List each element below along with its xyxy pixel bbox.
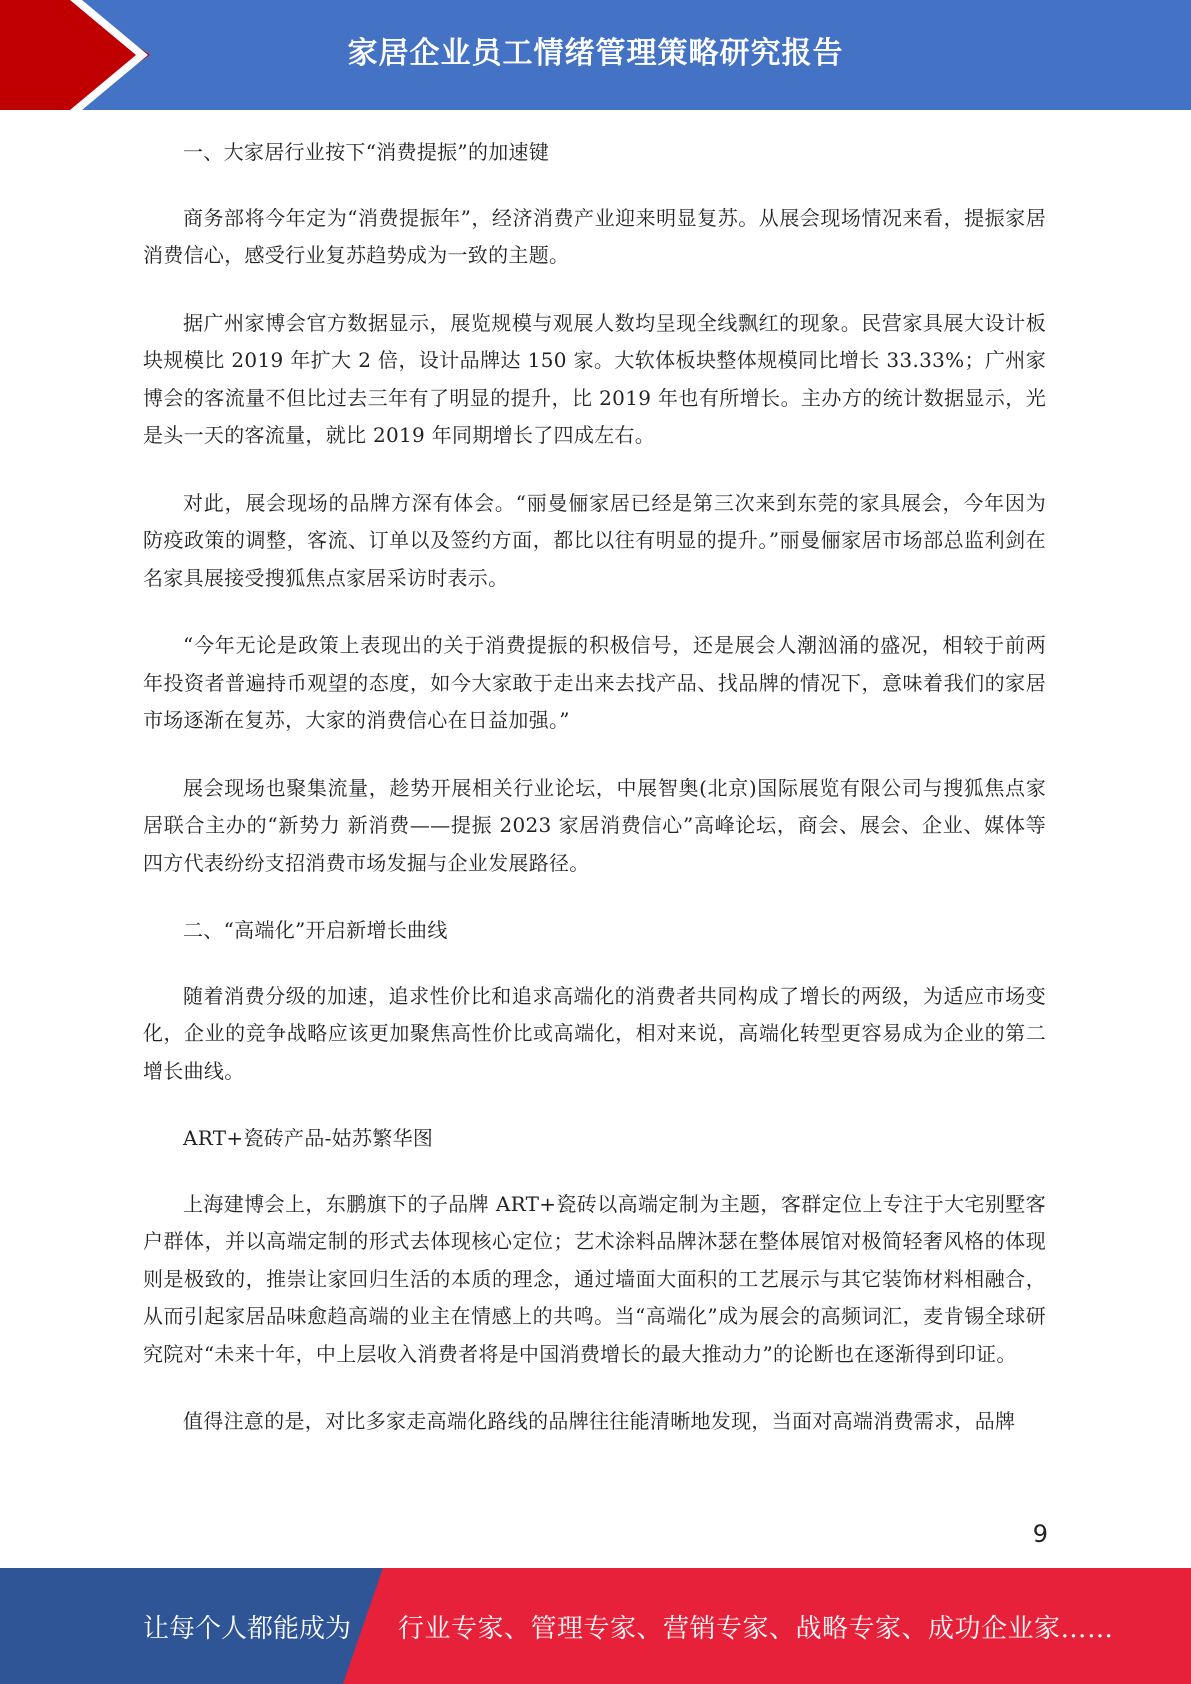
paragraph: 对此，展会现场的品牌方深有体会。“丽曼俪家居已经是第三次来到东莞的家具展会，今年因为防疫政策的调整，客流、订单以及签约方面，都比以往有明显的提升。”丽曼俪家居市场部总监利剑在名家具展接受搜狐焦点家居采访时表示。 [143,490,1046,590]
quote-paragraph: “今年无论是政策上表现出的关于消费提振的积极信号，还是展会人潮汹涌的盛况，相较于前两年投资者普遍持币观望的态度，如今大家敢于走出来去找产品、找品牌的情况下，意味着我们的家居市场逐渐在复苏，大家的消费信心在日益加强。” [143,633,1046,732]
paragraph: 随着消费分级的加速，追求性价比和追求高端化的消费者共同构成了增长的两级，为适应市场变化，企业的竞争战略应该更加聚焦高性价比或高端化，相对来说，高端化转型更容易成为企业的第二增长曲线。 [143,983,1046,1083]
page-footer [0,1568,1191,1684]
document-title: 家居企业员工情绪管理策略研究报告 [347,36,844,71]
page-header [0,0,1191,110]
paragraph: 展会现场也聚集流量，趁势开展相关行业论坛，中展智奥(北京)国际展览有限公司与搜狐焦点家居联合主办的“新势力 新消费——提振 2023 家居消费信心”高峰论坛，商会、展会、企业、媒体等四方代表纷纷支招消费市场发掘与企业发展路径。 [143,775,1046,875]
paragraph: 值得注意的是，对比多家走高端化路线的品牌往往能清晰地发现，当面对高端消费需求，品牌 [183,1409,1016,1433]
footer-slogan-right: 行业专家、管理专家、营销专家、战略专家、成功企业家…… [398,1613,1114,1644]
section-heading-1: 一、大家居行业按下“消费提振”的加速键 [183,140,550,164]
paragraph: 上海建博会上，东鹏旗下的子品牌 ART+瓷砖以高端定制为主题，客群定位上专注于大宅别墅客户群体，并以高端定制的形式去体现核心定位；艺术涂料品牌沐瑟在整体展馆对极简轻奢风格的体现则是极致的，推崇让家回归生活的本质的理念，通过墙面大面积的工艺展示与其它装饰材料相融合，从而引起家居品味愈趋高端的业主在情感上的共鸣。当“高端化”成为展会的高频词汇，麦肯锡全球研究院对“未来十年，中上层收入消费者将是中国消费增长的最大推动力”的论断也在逐渐得到印证。 [143,1191,1046,1366]
section-heading-2: 二、“高端化”开启新增长曲线 [183,918,448,942]
paragraph: 据广州家博会官方数据显示，展览规模与观展人数均呈现全线飘红的现象。民营家具展大设计板块规模比 2019 年扩大 2 倍，设计品牌达 150 家。大软体板块整体规模同比增长 33.33%；广州家博会的客流量不但比过去三年有了明显的提升，比 2019 年也有所增长。主办方的统计数据显示，光是头一天的客流量，就比 2019 年同期增长了四成左右。 [143,310,1046,447]
footer-slogan-left: 让每个人都能成为 [143,1613,352,1644]
body-content [143,134,1046,1471]
paragraph: 商务部将今年定为“消费提振年”，经济消费产业迎来明显复苏。从展会现场情况来看，提振家居消费信心，感受行业复苏趋势成为一致的主题。 [143,205,1046,267]
image-caption: ART+瓷砖产品-姑苏繁华图 [183,1126,434,1150]
page-number: 9 [1032,1520,1048,1548]
